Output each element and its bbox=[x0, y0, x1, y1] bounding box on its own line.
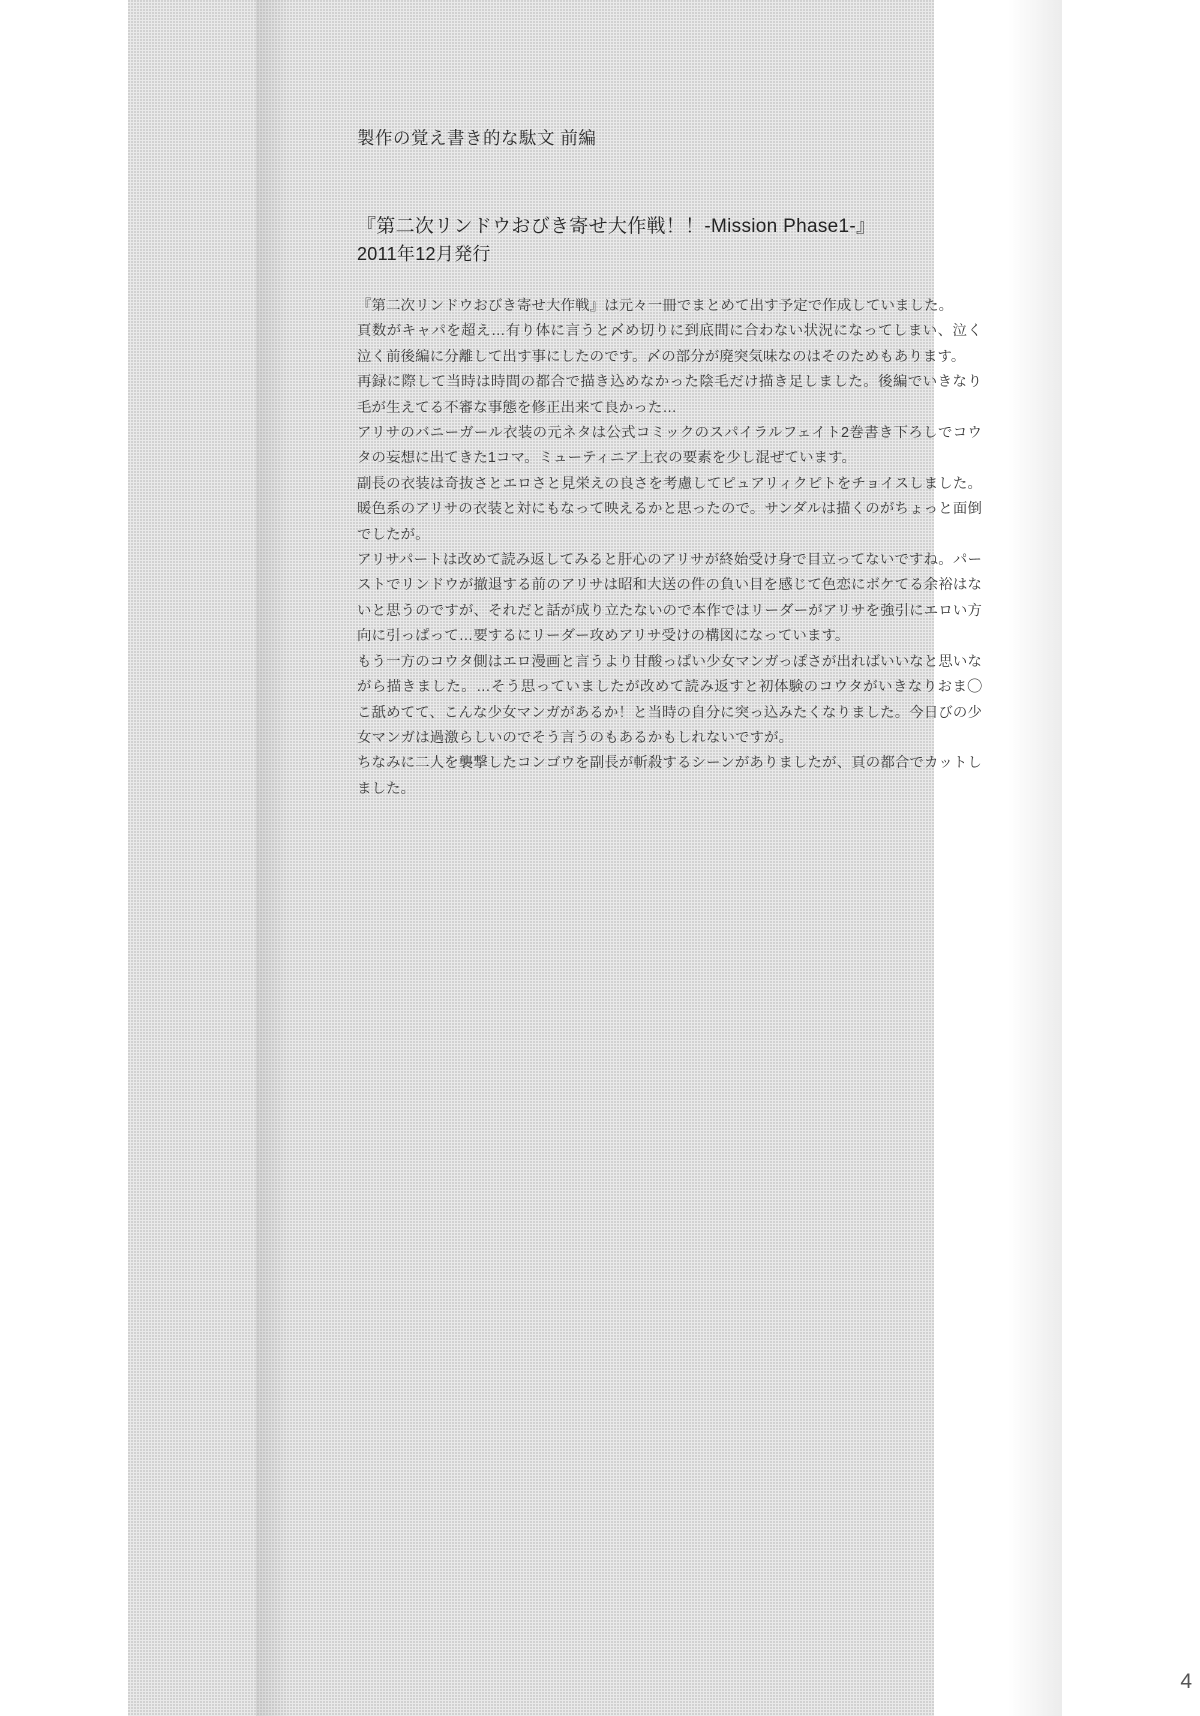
paragraph: ちなみに二人を襲撃したコンゴウを副長が斬殺するシーンがありましたが、頁の都合でカットしました。 bbox=[357, 755, 982, 797]
publish-date: 2011年12月発行 bbox=[357, 244, 491, 264]
work-title: 『第二次リンドウおびき寄せ大作戦！！-Mission Phase1-』 bbox=[357, 215, 876, 237]
paragraph: 再録に際して当時は時間の都合で描き込めなかった陰毛だけ描き足しました。後編でいきなり毛が生えてる不審な事態を修正出来て良かった… bbox=[357, 374, 982, 416]
paragraph: 『第二次リンドウおびき寄せ大作戦』は元々一冊でまとめて出す予定で作成していました。 bbox=[357, 298, 954, 314]
paragraph: 頁数がキャパを超え…有り体に言うと〆め切りに到底間に合わない状況になってしまい、泣く泣く前後編に分離して出す事にしたのです。〆の部分が廃突気味なのはそのためもあります。 bbox=[357, 323, 982, 365]
scanned-page bbox=[128, 0, 982, 1716]
paragraph: アリサパートは改めて読み返してみると肝心のアリサが終始受け身で目立ってないですね。パーストでリンドウが撤退する前のアリサは昭和大送の件の負い目を感じて色恋にボケてる余裕はないと思うのですが、それだと話が成り立たないので本作ではリーダーがアリサを強引にエロい方向に引っぱって…要するにリーダー攻めアリサ受けの構図になっています。 bbox=[357, 552, 982, 645]
work-title-group bbox=[357, 213, 982, 269]
paragraph: もう一方のコウタ側はエロ漫画と言うより甘酸っぱい少女マンガっぽさが出ればいいなと思いながら描きました。…そう思っていましたが改めて読み返すと初体験のコウタがいきなりおま◯こ舐めてて、こんな少女マンガがあるか！と当時の自分に突っ込みたくなりました。今日びの少女マンガは過激らしいのでそう言うのもあるかもしれないですが。 bbox=[357, 653, 982, 746]
page-number: 4 bbox=[1180, 1670, 1192, 1693]
page-gutter-shading bbox=[256, 0, 290, 1716]
paragraph: 副長の衣装は奇抜さとエロさと見栄えの良さを考慮してピュアリィクピトをチョイスしました。暖色系のアリサの衣装と対にもなって映えるかと思ったので。サンダルは描くのがちょっと面倒でしたが。 bbox=[357, 475, 982, 543]
page-text-block bbox=[357, 126, 982, 802]
page-outer-shading bbox=[1008, 0, 1062, 1716]
page-heading: 製作の覚え書き的な駄文 前編 bbox=[357, 128, 597, 148]
paragraph: アリサのバニーガール衣装の元ネタは公式コミックのスパイラルフェイト2巻書き下ろしでコウタの妄想に出てきた1コマ。ミューティニア上衣の要素を少し混ぜています。 bbox=[357, 425, 982, 467]
afterword-body bbox=[357, 294, 982, 802]
